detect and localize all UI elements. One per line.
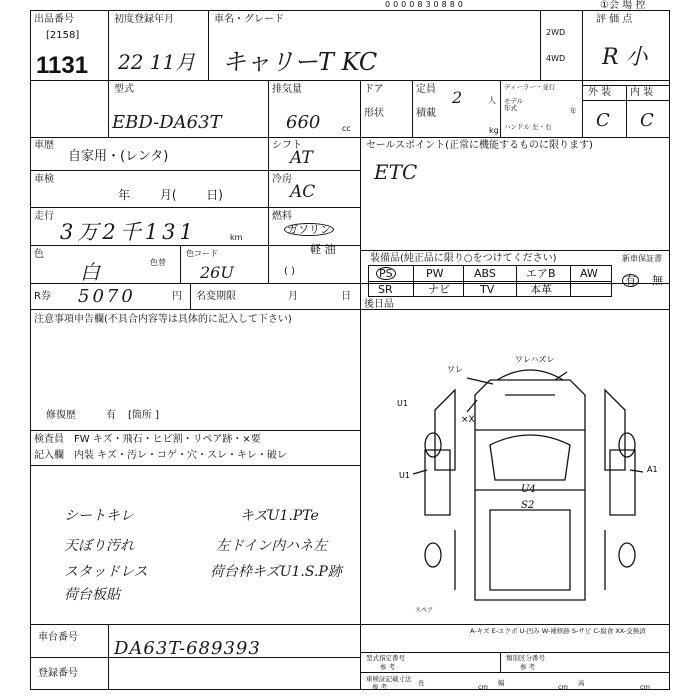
inspector-row2-label: 記入欄 (34, 450, 64, 461)
warranty-yes: 有 (622, 274, 639, 287)
reference: 参 考 (372, 683, 388, 691)
handle-label: ハンドル 左・右 (504, 123, 552, 131)
rule (360, 309, 361, 624)
color-value: 白 (80, 260, 100, 284)
mark-top-right: ワレハズレ (515, 355, 555, 364)
interior-value: C (640, 110, 654, 131)
equip-ps: PS (376, 267, 396, 280)
rule (30, 137, 670, 138)
load-unit: kg (489, 126, 499, 135)
rule (30, 624, 670, 625)
length-label: 長 (418, 679, 425, 687)
door-label: ドア (364, 84, 384, 95)
exterior-label: 外 装 (588, 87, 612, 98)
recycle-label: R券 (34, 291, 51, 302)
exterior-value: C (596, 110, 610, 131)
fuel-label: 燃料 (272, 211, 292, 222)
note-line: 荷台板貼 (64, 587, 120, 603)
height-label: 高 (578, 679, 585, 687)
rule (540, 10, 541, 80)
note-line: 荷台枠キズU1.S.P跡 (210, 564, 342, 580)
shift-value: AT (290, 148, 313, 168)
mark-left-xx: ×X (461, 415, 475, 425)
model-year-label: モデル年式 (504, 97, 524, 112)
rule (30, 170, 360, 171)
reg-value: 22 11月 (118, 50, 196, 74)
inspector-row2: 内装 キズ・汚レ・コゲ・穴・スレ・キレ・破レ (74, 450, 287, 461)
fuel-paren: ( ) (284, 266, 295, 277)
repair-label: 修復歴 (46, 410, 76, 421)
rule (108, 624, 109, 690)
inspector-row1: FW キズ・飛石・ヒビ割・リペア跡・×要 (74, 434, 261, 445)
rule (268, 80, 269, 137)
sales-value: ETC (374, 160, 418, 184)
rule (582, 10, 583, 137)
rule (500, 652, 501, 672)
inspector-label: 検査員 (34, 434, 64, 445)
reg-number-label: 登録番号 (38, 668, 78, 679)
top-number: 0000830880 (385, 0, 466, 9)
equip-sr: SR (378, 283, 393, 296)
rule (360, 672, 670, 673)
dealer-label: ディーラー・並行 (504, 83, 556, 91)
mark-right: A1 (647, 465, 658, 474)
sales-label: セールスポイント(正常に機能するものに限ります) (366, 140, 593, 151)
mark-left-a: U1 (397, 399, 408, 408)
shift-label: シフト (272, 140, 302, 151)
rule (626, 85, 627, 137)
color-label: 色 (34, 249, 44, 260)
history-label: 車歴 (34, 140, 54, 151)
rating-label: 評 価 点 (596, 14, 633, 25)
inspection-fields: 年 月( 日) (118, 188, 223, 202)
year-unit: 年 (570, 107, 577, 115)
warranty-label: 新車保証書 (622, 254, 662, 263)
color-code-label: 色コード (186, 249, 218, 258)
mark-bottom: スペア (415, 607, 434, 614)
rule (30, 80, 670, 81)
load-label: 積載 (416, 108, 436, 119)
repair-fields: [箇所 ] (128, 410, 159, 421)
rule (30, 430, 360, 431)
rule (582, 100, 670, 101)
name-label: 車名・グレード (214, 14, 284, 25)
equipment-label: 装備品(純正品に限り○をつけてください) (370, 253, 557, 264)
capacity-unit: 人 (488, 96, 496, 105)
rule (30, 465, 360, 466)
mileage-unit: km (230, 233, 243, 242)
lot-ref: [2158] (46, 30, 80, 41)
warranty-no: 無 (652, 274, 663, 287)
equip-navi: ナビ (428, 283, 450, 296)
disp-label: 排気量 (272, 84, 302, 95)
name-value: キャリーT KC (222, 48, 378, 76)
drive-4wd: 4WD (546, 54, 566, 63)
rule (208, 10, 209, 80)
mark-top-left: ワレ (447, 365, 463, 374)
note-line: キズU1.PTe (240, 508, 319, 524)
rule (368, 281, 612, 282)
repair-yes: 有 (106, 410, 116, 421)
rule (190, 283, 191, 309)
rule (30, 207, 360, 208)
cm-unit: cm (558, 683, 568, 691)
equip-airbag: エアB (526, 267, 556, 280)
title-label: 名変期限 (196, 291, 236, 302)
lot-number: 1131 (36, 52, 89, 79)
class-label: 類別区分番号 (506, 654, 545, 662)
note-line: 天ぼり汚れ (64, 538, 134, 554)
equip-pw: PW (426, 267, 444, 280)
equip-tv: TV (480, 283, 495, 296)
rule (360, 80, 361, 309)
rule (360, 624, 361, 690)
mileage-label: 走行 (34, 211, 54, 222)
note-line: シートキレ (64, 508, 134, 524)
chassis-label: 車台番号 (38, 632, 78, 643)
rule (268, 137, 269, 283)
car-diagram (395, 350, 665, 615)
rule (360, 652, 670, 653)
reg-label: 初度登録年月 (114, 14, 174, 25)
legend: A-キズ E-エクボ U-凹み W-補修跡 S-サビ C-腐食 XX-交換済 (470, 627, 646, 635)
mileage-value: 3万2千131 (60, 220, 197, 244)
rule (180, 245, 181, 283)
equip-leather: 本革 (530, 283, 552, 296)
lot-label: 出品番号 (34, 14, 74, 25)
rule (412, 80, 413, 137)
rule (582, 85, 670, 86)
interior-label: 内 装 (630, 87, 654, 98)
disp-value: 660 (286, 112, 321, 133)
shape-label: 形状 (364, 108, 384, 119)
rule (500, 80, 501, 137)
fuel-gas: ガソリン (284, 223, 334, 236)
note-line: 左ドイン内ハネ左 (216, 538, 328, 554)
rating-value: R 小 (602, 45, 648, 70)
title-fields: 月 日 (288, 291, 352, 302)
width-label: 幅 (498, 679, 505, 687)
capacity-value: 2 (452, 88, 463, 107)
cert-label: 車検証記載寸法 (366, 675, 412, 683)
mark-center2: S2 (521, 500, 535, 511)
model-designation-label: 型式指定番号 (366, 654, 405, 662)
equip-abs: ABS (474, 267, 496, 280)
recycle-unit: 円 (172, 291, 182, 302)
rule (570, 265, 571, 297)
fuel-diesel: 軽 油 (310, 243, 336, 256)
rule (516, 265, 517, 297)
inspection-label: 車検 (34, 174, 54, 185)
color-change-label: 色替 (150, 258, 166, 267)
notes-label: 注意事項申告欄(不具合内容等は具体的に記入して下さい) (34, 314, 292, 325)
reference: 参 考 (380, 663, 396, 671)
ac-label: 冷房 (272, 174, 292, 185)
equip-aw: AW (580, 267, 598, 280)
reference: 参 考 (520, 663, 536, 671)
rule (463, 265, 464, 297)
rule (30, 309, 670, 310)
model-label: 型式 (114, 84, 134, 95)
model-value: EBD-DA63T (112, 112, 222, 133)
after-label: 後日品 (364, 299, 394, 310)
venue-label: ①会 場 控 (600, 0, 646, 11)
cm-unit: cm (640, 683, 650, 691)
cm-unit: cm (478, 683, 488, 691)
disp-unit: cc (342, 124, 351, 133)
drive-2wd: 2WD (546, 28, 566, 37)
capacity-label: 定員 (416, 84, 436, 95)
chassis-value: DA63T-689393 (114, 638, 261, 659)
mark-mid-left: U1 (399, 471, 410, 480)
history-value: 自家用・(レンタ) (68, 149, 169, 164)
note-line: スタッドレス (64, 564, 148, 580)
recycle-value: 5070 (78, 286, 136, 307)
rule (360, 250, 670, 251)
ac-value: AC (290, 182, 316, 202)
mark-center1: U4 (521, 484, 536, 495)
rule (108, 10, 109, 137)
rule (413, 265, 414, 297)
color-code-value: 26U (200, 263, 234, 282)
